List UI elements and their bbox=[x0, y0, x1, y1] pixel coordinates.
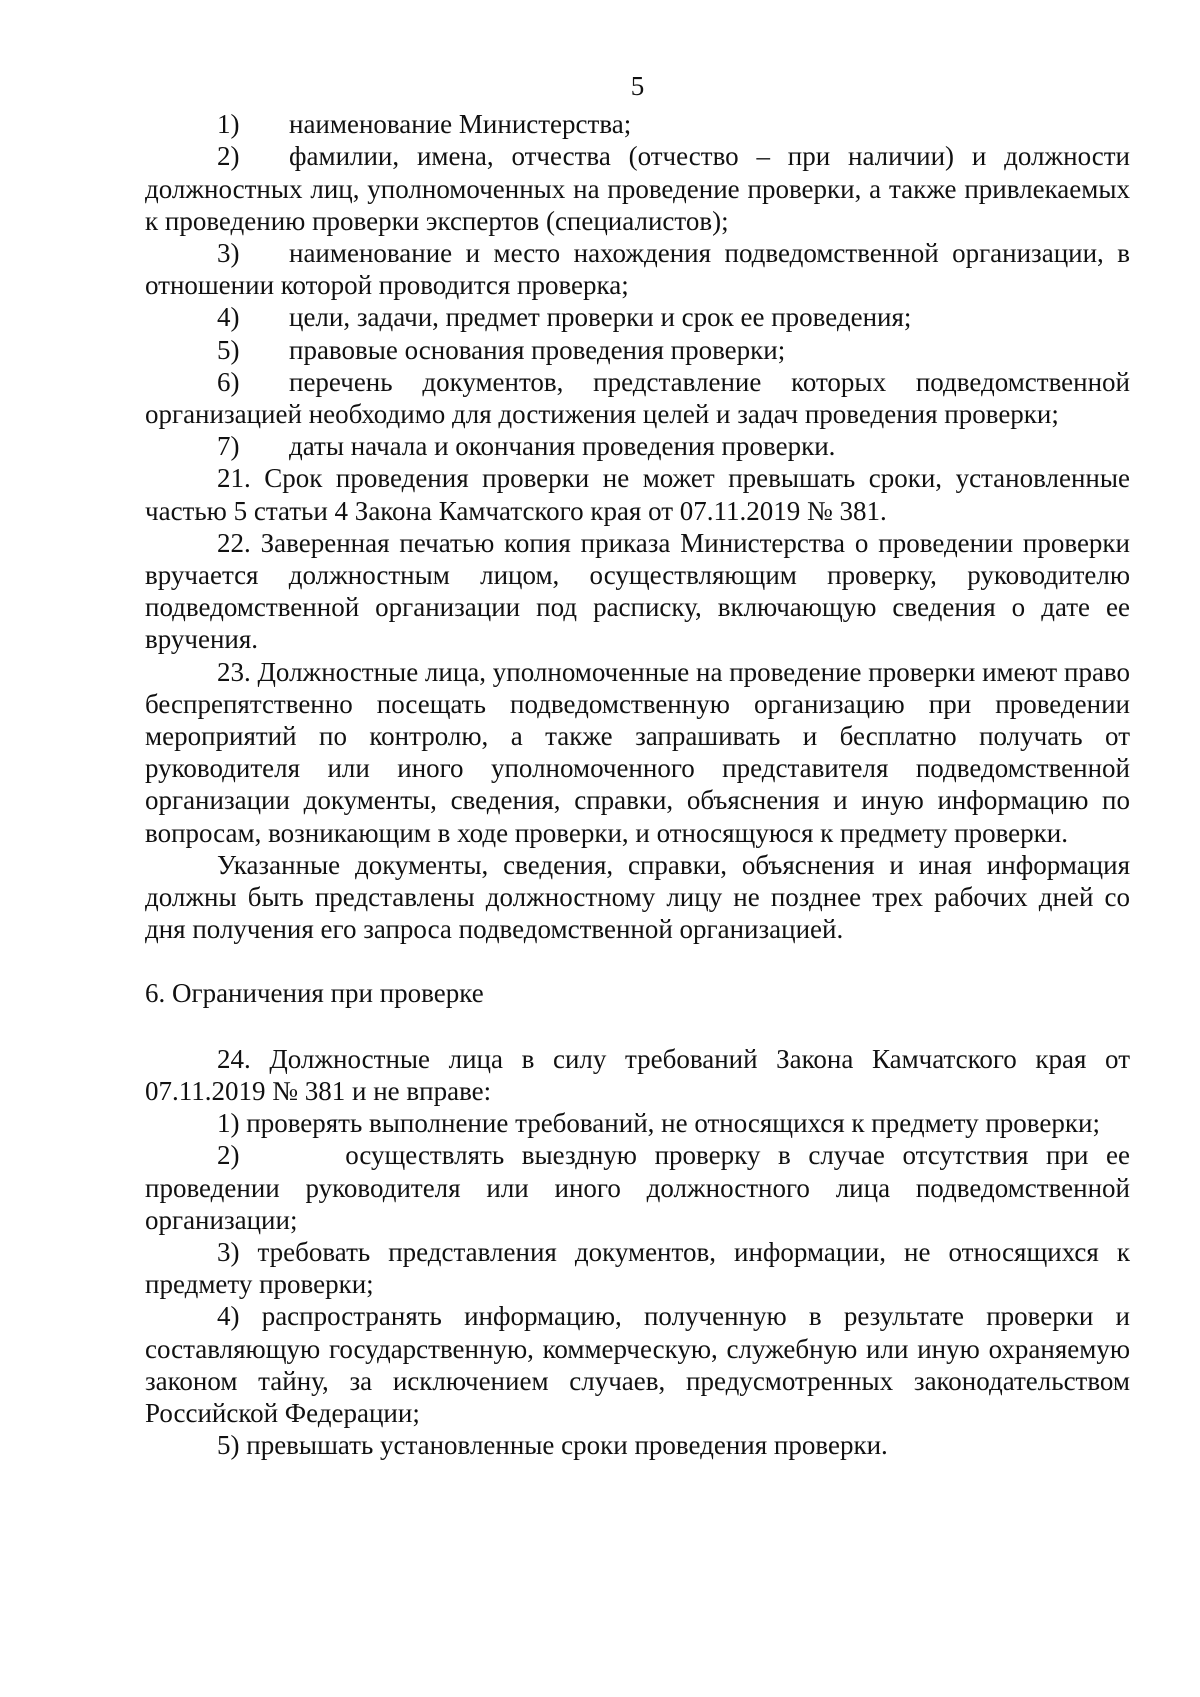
list-item-text: наименование Министерства; bbox=[289, 109, 632, 140]
list-item-text: даты начала и окончания проведения проверки. bbox=[289, 431, 836, 462]
list-item bbox=[145, 301, 1130, 333]
document-page bbox=[145, 70, 1137, 1461]
list-item bbox=[145, 237, 1130, 301]
paragraph-23: 23. Должностные лица, уполномоченные на проведение проверки имеют право беспрепятственно посещать подведомственную организацию при проведении мероприятий по контролю, а также запрашивать и бесплатно получать от руководителя или иного уполномоченного представителя подведомственной организации документы, сведения, справки, объяснения и иную информацию по вопросам, возникающим в ходе проверки, и относящуюся к предмету проверки. bbox=[145, 656, 1130, 848]
list-item-text: наименование и место нахождения подведомственной организации, в отношении которой проводится проверка; bbox=[145, 238, 1130, 301]
list-item-text: перечень документов, представление которых подведомственной организацией необходимо для достижения целей и задач проведения проверки; bbox=[145, 366, 1130, 430]
page-number: 5 bbox=[630, 71, 645, 101]
paragraph-24: 24. Должностные лица в силу требований Закона Камчатского края от 07.11.2019 № 381 и не вправе: bbox=[145, 1043, 1130, 1106]
list-item bbox=[145, 366, 1130, 430]
list-item-number: 1) bbox=[217, 109, 240, 140]
paragraph-22: 22. Заверенная печатью копия приказа Министерства о проведении проверки вручается должностным лицом, осуществляющим проверку, руководителю подведомственной организации под расписку, включающую сведения о дате ее вручения. bbox=[145, 527, 1130, 655]
list-item-number: 4) bbox=[217, 302, 240, 333]
list-item-number: 7) bbox=[217, 431, 240, 462]
paragraph-23-continuation: Указанные документы, сведения, справки, объяснения и иная информация должны быть представлены должностному лицу не позднее трех рабочих дней со дня получения его запроса подведомственной организацией. bbox=[145, 849, 1130, 945]
list-item-number: 6) bbox=[217, 366, 240, 397]
list-item-text: цели, задачи, предмет проверки и срок ее проведения; bbox=[289, 302, 912, 333]
list-item bbox=[145, 334, 1130, 366]
list-item: 1) проверять выполнение требований, не относящихся к предмету проверки; bbox=[217, 1108, 1100, 1139]
list-item bbox=[145, 108, 1130, 140]
paragraph-21: 21. Срок проведения проверки не может превышать сроки, установленные частью 5 статьи 4 Закона Камчатского края от 07.11.2019 № 381. bbox=[145, 463, 1130, 526]
list-item-number: 3) bbox=[217, 238, 240, 269]
list-item-text: правовые основания проведения проверки; bbox=[289, 334, 786, 365]
list-item bbox=[145, 140, 1130, 237]
list-item-text: фамилии, имена, отчества (отчество – при наличии) и должности должностных лиц, уполномоченных на проведение проверки, а также привлекаемых к проведению проверки экспертов (специалистов); bbox=[145, 141, 1130, 236]
list-item: 3) требовать представления документов, информации, не относящихся к предмету проверки; bbox=[145, 1236, 1137, 1300]
list-item: 2) осуществлять выездную проверку в случае отсутствия при ее проведении руководителя или иного должностного лица подведомственной организации; bbox=[145, 1140, 1137, 1235]
list-item bbox=[145, 430, 1130, 462]
list-item-number: 5) bbox=[217, 334, 240, 365]
list-item: 5) превышать установленные сроки проведения проверки. bbox=[217, 1430, 888, 1461]
list-item-number: 2) bbox=[217, 141, 240, 172]
section-heading: 6. Ограничения при проверке bbox=[145, 978, 484, 1009]
list-item: 4) распространять информацию, полученную в результате проверки и составляющую государственную, коммерческую, служебную или иную охраняемую законом тайну, за исключением случаев, предусмотренных законодательством Российской Федерации; bbox=[145, 1301, 1137, 1428]
